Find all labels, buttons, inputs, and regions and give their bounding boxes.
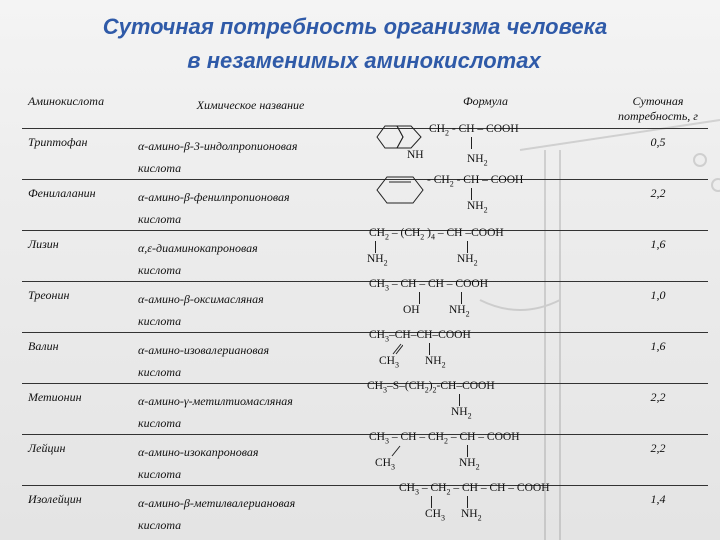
formula-text: $CH_2 - (CH_2$ )$_4$ – CH –COOH <box>369 226 504 241</box>
formula-text-nh2: $NH_2$ <box>459 456 480 471</box>
header-daily-need-line-1: Суточная <box>632 94 684 108</box>
daily-need-value: 2,2 <box>608 179 708 230</box>
formula-text-ch3: $CH_3$ <box>425 507 445 522</box>
header-formula: Формула <box>363 86 608 128</box>
amino-name: Фенилаланин <box>22 179 138 230</box>
formula-text: $CH_2$ - CH – COOH <box>429 122 519 137</box>
formula-text-nh2: $NH_2$ <box>449 303 470 318</box>
header-daily-need <box>608 86 708 128</box>
amino-acid-table <box>22 86 708 536</box>
formula-text: $CH_3-CH-CH$–COOH <box>369 328 471 343</box>
table-row <box>22 128 708 179</box>
formula-text-nh2: $NH_2$ <box>467 199 488 214</box>
chemical-name-line-1: α-амино-β-фенилпропионовая <box>138 189 290 204</box>
daily-need-value: 1,6 <box>608 332 708 383</box>
chemical-name <box>138 485 363 536</box>
chemical-name-line-2: кислота <box>138 415 182 430</box>
formula-text: - $CH_2$ - CH – COOH <box>427 173 524 188</box>
amino-name: Валин <box>22 332 138 383</box>
formula-text-nh2: $NH_2$ <box>451 405 472 420</box>
formula-cell <box>363 430 608 485</box>
formula-cell <box>363 481 608 536</box>
table-header-row <box>22 86 708 128</box>
formula-text-nh2: $NH_2$ <box>461 507 482 522</box>
chemical-name-line-1: α-амино-γ-метилтиомасляная <box>138 393 293 408</box>
branch-bond-icon <box>391 445 401 457</box>
table-row <box>22 281 708 332</box>
daily-need-value: 1,0 <box>608 281 708 332</box>
chemical-name <box>138 179 363 230</box>
chemical-name <box>138 128 363 179</box>
formula-cell <box>363 328 608 383</box>
chemical-name <box>138 230 363 281</box>
formula-text-nh2: $NH_2$ <box>467 152 488 167</box>
amino-name: Треонин <box>22 281 138 332</box>
chemical-name-line-2: кислота <box>138 466 182 481</box>
benzene-ring-icon <box>373 174 429 206</box>
page-title-line-2: в незаменимых аминокислотах <box>187 48 541 73</box>
table-row <box>22 332 708 383</box>
indole-ring-icon <box>375 123 431 151</box>
amino-name: Лизин <box>22 230 138 281</box>
amino-name: Метионин <box>22 383 138 434</box>
formula-text-nh: NH <box>407 148 424 161</box>
chemical-name-line-2: кислота <box>138 364 182 379</box>
daily-need-value: 0,5 <box>608 128 708 179</box>
formula-text: $CH_3$ – CH – $CH_2$ – CH – COOH <box>369 430 520 445</box>
header-daily-need-line-2: потребность, г <box>618 109 698 123</box>
chemical-name-line-2: кислота <box>138 517 182 532</box>
amino-name: Изолейцин <box>28 491 82 506</box>
daily-need-value: 1,4 <box>650 491 666 506</box>
formula-cell <box>363 173 608 230</box>
formula-text-oh: OH <box>403 303 420 316</box>
table-row <box>22 179 708 230</box>
table-row <box>22 230 708 281</box>
table-row <box>22 383 708 434</box>
chemical-name-line-1: α-амино-β-3-индолпропионовая <box>138 138 298 153</box>
formula-text: $CH_3 - CH_2$ – CH – CH – COOH <box>399 481 550 496</box>
chemical-name-line-2: кислота <box>138 160 182 175</box>
formula-text-ch3: $CH_3$ <box>379 354 399 369</box>
chemical-name-line-1: α-амино-β-оксимасляная <box>138 291 264 306</box>
daily-need-value: 2,2 <box>608 434 708 485</box>
formula-text: $CH_3$ – CH – CH – COOH <box>369 277 489 292</box>
formula-text-nh2-1: $NH_2$ <box>367 252 388 267</box>
formula-text: $CH_3-S-(CH_2)_2-CH$–COOH <box>367 379 495 394</box>
chemical-name <box>138 434 363 485</box>
chemical-name-line-1: α,ε-диаминокапроновая <box>138 240 258 255</box>
chemical-name <box>138 332 363 383</box>
chemical-name <box>138 281 363 332</box>
table-row <box>22 485 708 536</box>
formula-cell <box>363 122 608 179</box>
formula-cell <box>363 277 608 332</box>
chemical-name-line-1: α-амино-изокапроновая <box>138 444 259 459</box>
amino-name: Лейцин <box>22 434 138 485</box>
amino-name: Триптофан <box>22 128 138 179</box>
header-amino-acid: Аминокислота <box>22 86 138 128</box>
daily-need-value: 2,2 <box>608 383 708 434</box>
chemical-name-line-2: кислота <box>138 211 182 226</box>
daily-need-value: 1,6 <box>608 230 708 281</box>
formula-text-ch3: $CH_3$ <box>375 456 395 471</box>
header-chemical-name: Химическое название <box>138 86 363 128</box>
table-row <box>22 434 708 485</box>
chemical-name <box>138 383 363 434</box>
chemical-name-line-2: кислота <box>138 313 182 328</box>
chemical-name-line-1: α-амино-β-метилвалериановая <box>138 495 296 510</box>
chemical-name-line-1: α-амино-изовалериановая <box>138 342 270 357</box>
formula-cell <box>363 226 608 281</box>
chemical-name-line-2: кислота <box>138 262 182 277</box>
formula-text-nh2-2: $NH_2$ <box>457 252 478 267</box>
branch-bond-icon <box>391 343 403 355</box>
page-title-line-1: Суточная потребность организма человека <box>102 14 608 39</box>
formula-text-nh2: $NH_2$ <box>425 354 446 369</box>
formula-cell <box>363 379 608 434</box>
